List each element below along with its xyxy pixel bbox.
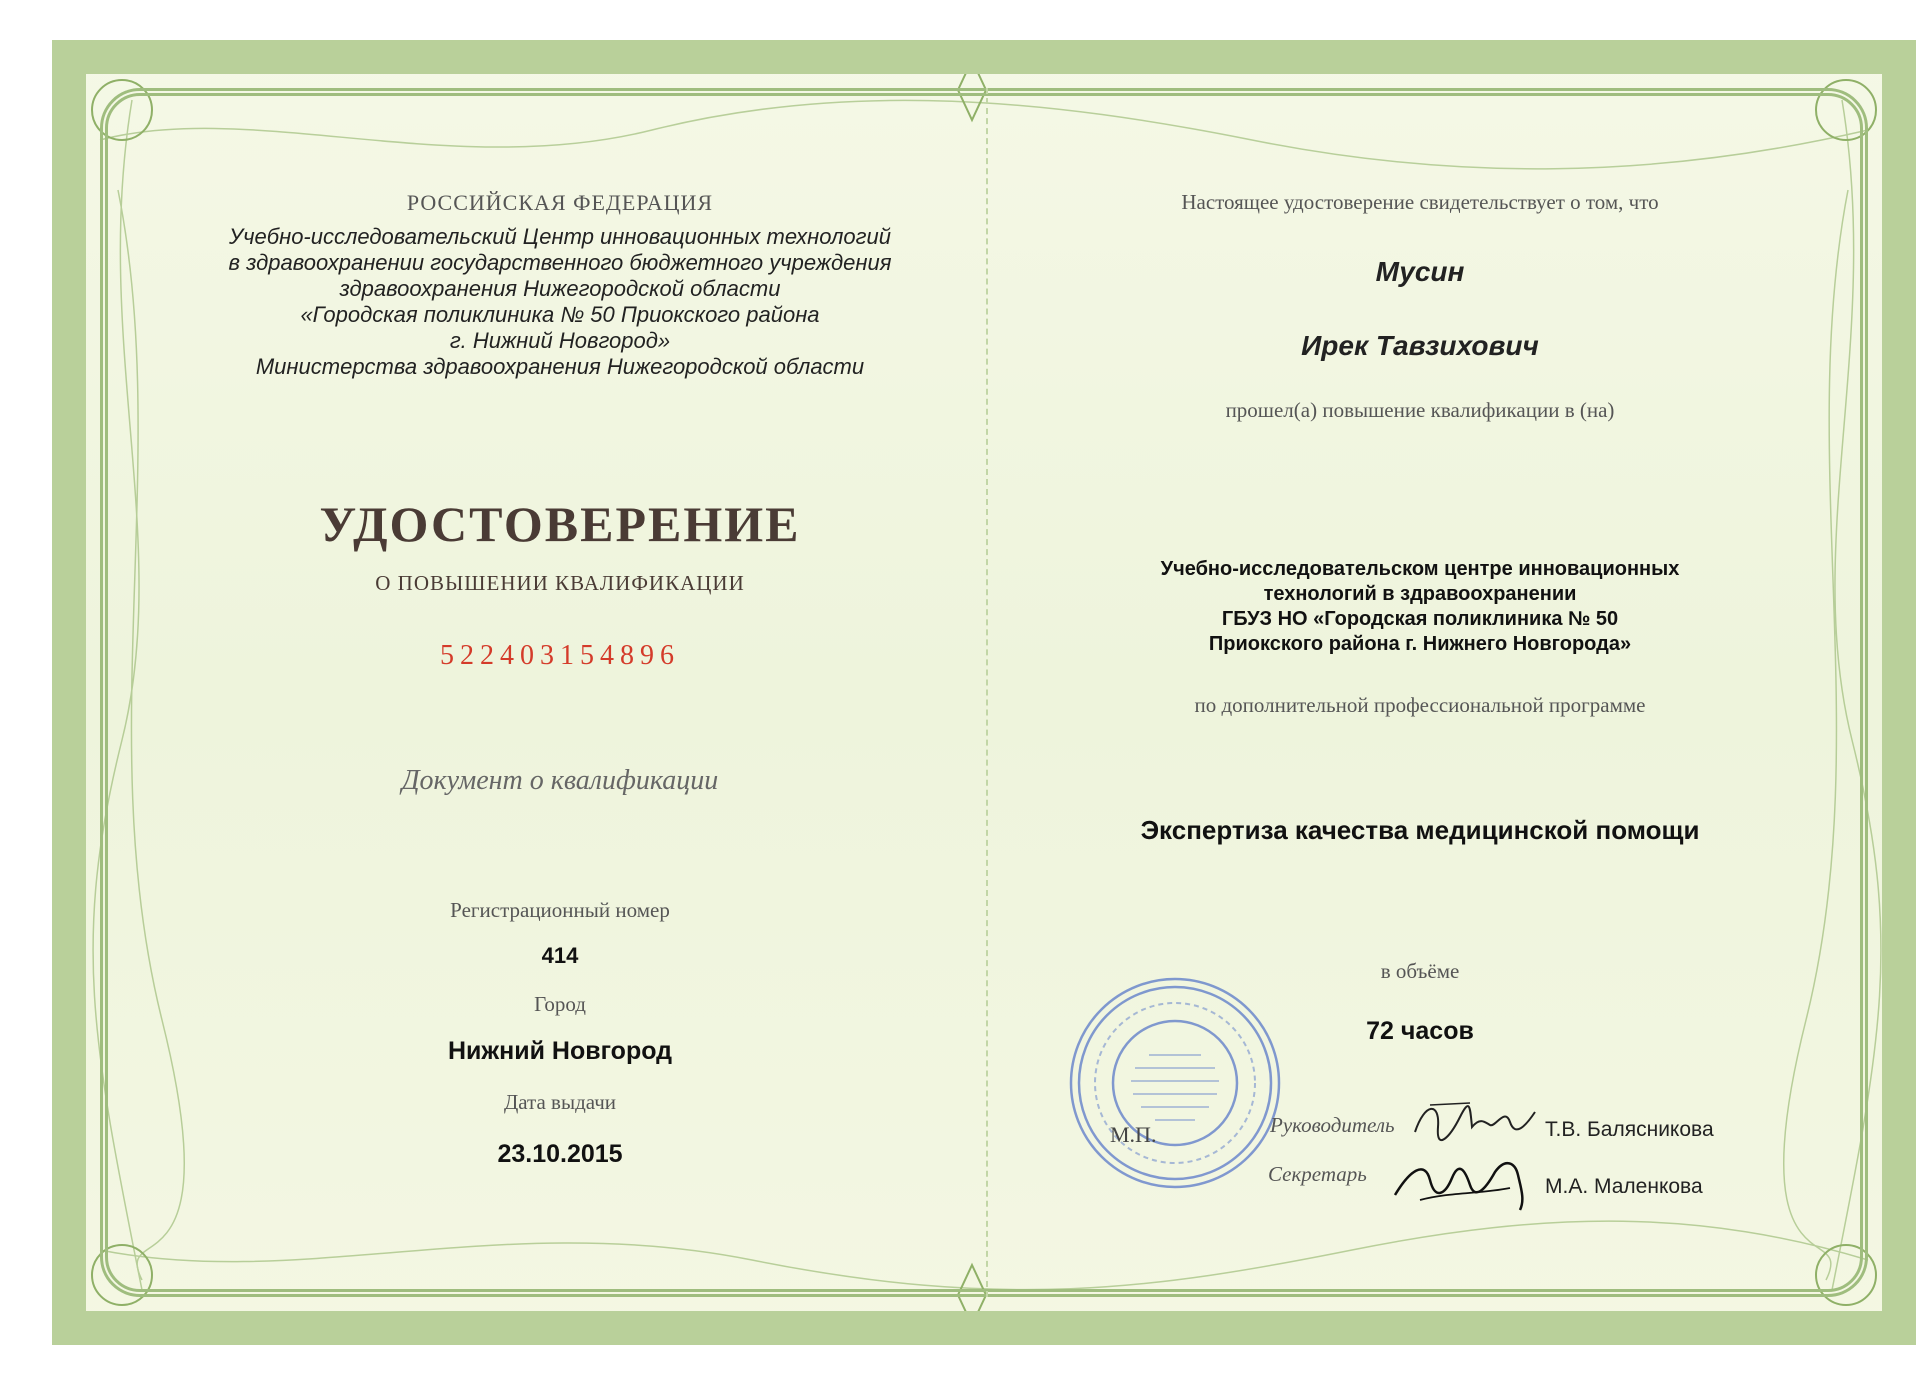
- certificate-title: УДОСТОВЕРЕНИЕ: [319, 496, 801, 552]
- registration-number: 414: [541, 943, 579, 968]
- document-type: Документ о квалификации: [401, 765, 719, 796]
- training-institution: [1060, 557, 1780, 657]
- organization-line: «Городская поликлиника № 50 Приокского района: [300, 302, 820, 327]
- organization-line: Министерства здравоохранения Нижегородской области: [255, 354, 865, 379]
- secretary-name: М.А. Маленкова: [1545, 1175, 1703, 1198]
- institution-line: технологий в здравоохранении: [1263, 583, 1577, 605]
- registration-label: Регистрационный номер: [450, 898, 670, 922]
- city-label: Город: [534, 992, 586, 1016]
- country-heading: РОССИЙСКАЯ ФЕДЕРАЦИЯ: [406, 190, 714, 215]
- program-name: Экспертиза качества медицинской помощи: [1140, 815, 1700, 845]
- institution-line: ГБУЗ НО «Городская поликлиника № 50: [1221, 608, 1619, 630]
- recipient-surname: Мусин: [1375, 256, 1465, 287]
- recipient-given-names: Ирек Тавзихович: [1301, 330, 1539, 361]
- certification-intro: Настоящее удостоверение свидетельствует о том, что: [1181, 190, 1659, 214]
- serial-number: 522403154896: [440, 640, 680, 671]
- secretary-signature: [1390, 1150, 1540, 1215]
- certificate-subtitle: О ПОВЫШЕНИИ КВАЛИФИКАЦИИ: [375, 571, 745, 595]
- passed-training-text: прошел(а) повышение квалификации в (на): [1225, 398, 1615, 422]
- head-role-label: Руководитель: [1270, 1113, 1395, 1137]
- issue-date: 23.10.2015: [497, 1140, 623, 1168]
- head-name: Т.В. Балясникова: [1545, 1118, 1714, 1141]
- organization-line: г. Нижний Новгород»: [449, 328, 671, 353]
- organization-line: Учебно-исследовательский Центр инновационных технологий: [229, 224, 891, 249]
- institution-line: Приокского района г. Нижнего Новгорода»: [1208, 633, 1632, 655]
- page-fold: [986, 88, 988, 1297]
- official-stamp: [1065, 973, 1285, 1193]
- city-value: Нижний Новгород: [447, 1037, 673, 1065]
- issue-date-label: Дата выдачи: [503, 1090, 617, 1114]
- stamp-place-label: М.П.: [1110, 1122, 1157, 1147]
- issuing-organization: [150, 224, 970, 380]
- organization-line: в здравоохранении государственного бюджетного учреждения: [228, 250, 892, 275]
- organization-line: здравоохранения Нижегородской области: [339, 276, 781, 301]
- program-label: по дополнительной профессиональной программе: [1194, 693, 1646, 717]
- secretary-role-label: Секретарь: [1268, 1162, 1367, 1186]
- head-signature: [1410, 1097, 1540, 1147]
- institution-line: Учебно-исследовательском центре инновационных: [1160, 558, 1680, 580]
- volume-label: в объёме: [1380, 959, 1460, 983]
- volume-hours: 72 часов: [1366, 1017, 1474, 1045]
